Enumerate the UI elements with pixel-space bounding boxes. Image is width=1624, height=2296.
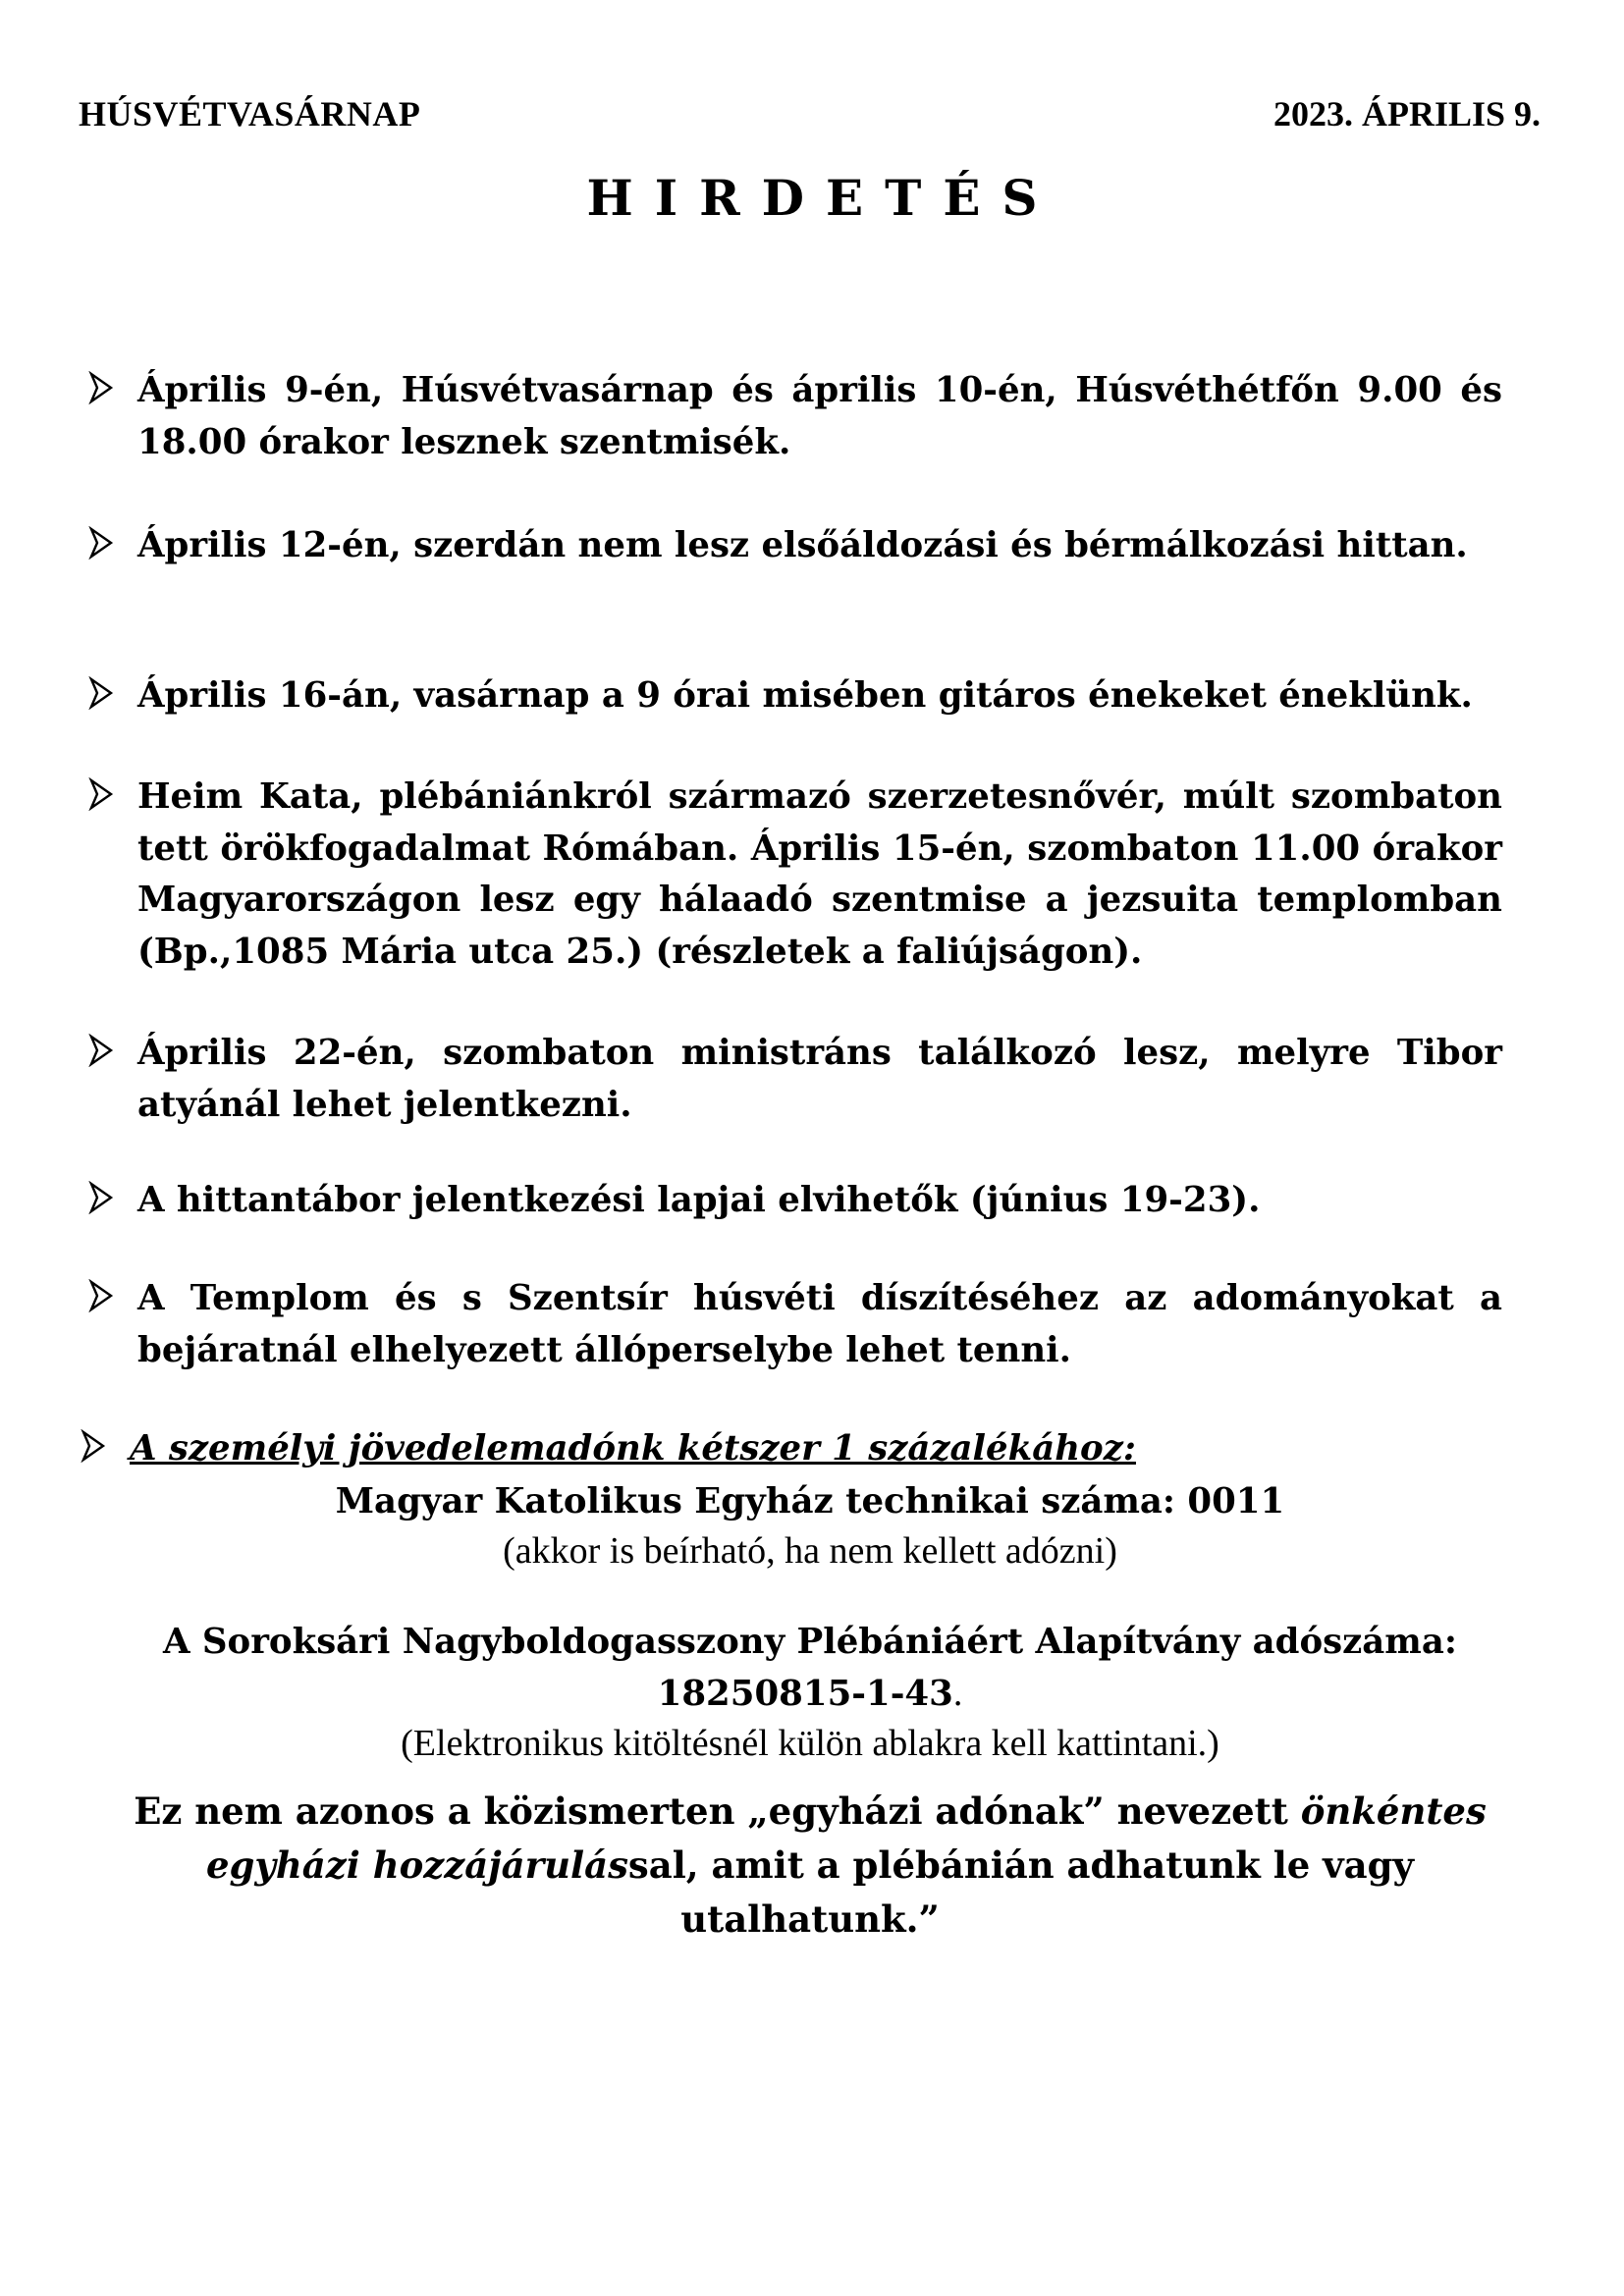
final-note-text	[103, 1785, 1517, 1947]
announcement-item	[88, 1273, 1502, 1376]
foundation-tax-number: 18250815-1-43	[657, 1674, 953, 1714]
foundation-block	[88, 1617, 1532, 1767]
arrow-bullet-icon	[88, 676, 114, 710]
announcement-text: Heim Kata, plébániánkról származó szerzetesnővér, múlt szombaton tett örökfogadalmat Rómában. Április 15-én, szombaton 11.00 órakor Magyarországon lesz egy hálaadó szentmise a jezsuita templomban (Bp.,1085 Mária utca 25.) (részletek a faliújságon).	[137, 776, 1502, 972]
church-tax-block	[88, 1476, 1532, 1575]
foundation-note: (Elektronikus kitöltésnél külön ablakra kell kattintani.)	[401, 1723, 1219, 1764]
church-note: (akkor is beírható, ha nem kellett adózni)	[503, 1530, 1117, 1572]
announcement-text: Április 16-án, vasárnap a 9 órai misében gitáros énekeket éneklünk.	[137, 675, 1473, 716]
church-technical-number: Magyar Katolikus Egyház technikai száma: 0011	[335, 1481, 1285, 1522]
header-date: 2023. ÁPRILIS 9.	[1272, 94, 1541, 133]
foundation-tax-number-line	[88, 1668, 1532, 1720]
announcement-item	[88, 1028, 1502, 1131]
arrow-bullet-icon	[88, 371, 114, 404]
arrow-bullet-icon	[81, 1429, 106, 1463]
foundation-tax-number-suffix: .	[952, 1673, 963, 1714]
tax-heading-text: A személyi jövedelemadónk kétszer 1 százalékához:	[130, 1428, 1136, 1468]
announcement-item	[88, 670, 1502, 722]
announcement-item	[88, 520, 1502, 572]
foundation-name: A Soroksári Nagyboldogasszony Plébániáért Alapítvány adószáma:	[163, 1622, 1457, 1662]
announcement-text: Április 22-én, szombaton ministráns találkozó lesz, melyre Tibor atyánál lehet jelentkezni.	[137, 1033, 1502, 1125]
document-title: HIRDETÉS	[586, 169, 1059, 227]
announcement-item	[88, 772, 1502, 978]
arrow-bullet-icon	[88, 777, 114, 811]
announcement-item	[88, 365, 1502, 468]
final-note	[103, 1785, 1517, 1947]
final-note-part2: sal, amit a plébánián adhatunk le vagy utalhatunk.”	[627, 1843, 1415, 1941]
arrow-bullet-icon	[88, 526, 114, 560]
arrow-bullet-icon	[88, 1034, 114, 1067]
arrow-bullet-icon	[88, 1181, 114, 1214]
arrow-bullet-icon	[88, 1279, 114, 1312]
announcement-text: Április 12-én, szerdán nem lesz elsőáldozási és bérmálkozási hittan.	[137, 525, 1468, 565]
announcement-item	[88, 1175, 1502, 1227]
final-note-part1: Ez nem azonos a közismerten „egyházi adónak” nevezett	[134, 1789, 1301, 1833]
announcement-text: Április 9-én, Húsvétvasárnap és április 10-én, Húsvéthétfőn 9.00 és 18.00 órakor lesznek szentmisék.	[137, 370, 1502, 462]
final-note-italic: önkéntes egyházi hozzájárulás	[205, 1789, 1487, 1887]
tax-section-heading	[81, 1423, 1494, 1475]
announcement-text: A hittantábor jelentkezési lapjai elvihetők (június 19-23).	[137, 1180, 1261, 1220]
announcement-text: A Templom és s Szentsír húsvéti díszítéséhez az adományokat a bejáratnál elhelyezett állóperselybe lehet tenni.	[137, 1278, 1502, 1370]
header-occasion: HÚSVÉTVASÁRNAP	[79, 94, 421, 133]
